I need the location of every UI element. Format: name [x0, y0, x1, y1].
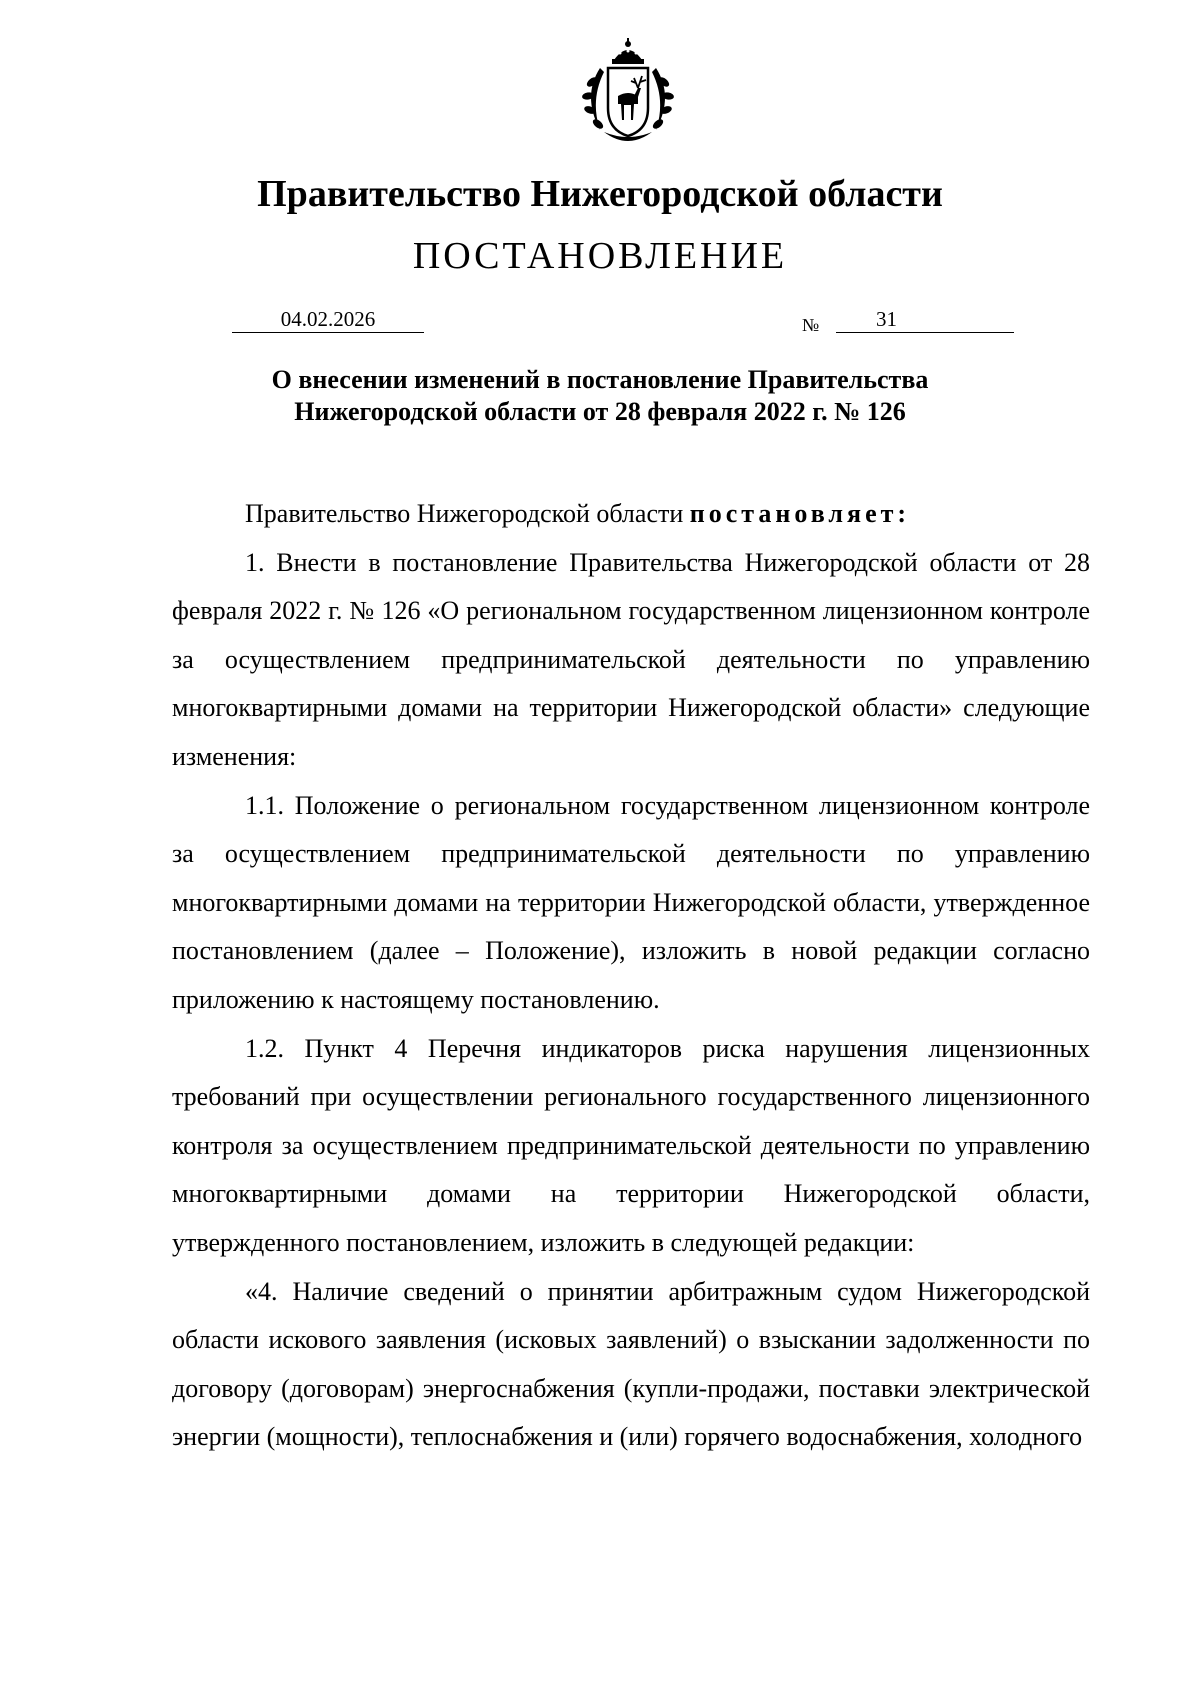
document-type: ПОСТАНОВЛЕНИЕ	[412, 235, 788, 277]
document-date: 04.02.2026	[232, 306, 424, 333]
paragraph-4: «4. Наличие сведений о принятии арбитражным судом Нижегородской области искового заявления (исковых заявлений) о взыскании задолженности по договору (договорам) энергоснабжения (купли-продажи, поставки электрической энергии (мощности), теплоснабжения и (или) горячего водоснабжения, холодного	[172, 1276, 1090, 1452]
coat-of-arms-emblem	[570, 38, 686, 152]
document-number: 31	[836, 306, 1014, 333]
number-label: №	[802, 315, 820, 335]
intro-emphasis: постановляет:	[689, 499, 911, 528]
intro-text: Правительство Нижегородской области	[245, 499, 690, 528]
paragraph-1-1: 1.1. Положение о региональном государственном лицензионном контроле за осуществлением предпринимательской деятельности по управлению многоквартирными домами на территории Нижегородской области, утвержденное постановлением (далее – Положение), изложить в новой редакции согласно приложению к настоящему постановлению.	[172, 790, 1090, 1014]
title-line-1: О внесении изменений в постановление Правительства	[271, 365, 929, 394]
crown-icon	[612, 38, 644, 64]
paragraph-1: 1. Внести в постановление Правительства Нижегородской области от 28 февраля 2022 г. № 126 «О региональном государственном лицензионном контроле за осуществлением предпринимательской деятельности по управлению многоквартирными домами на территории Нижегородской области» следующие изменения:	[172, 547, 1090, 771]
document-title	[160, 364, 1040, 428]
title-line-2: Нижегородской области от 28 февраля 2022 г. № 126	[294, 397, 906, 426]
organization-name: Правительство Нижегородской области	[257, 173, 943, 215]
document-body	[172, 490, 1090, 1462]
intro-paragraph	[172, 490, 1090, 539]
paragraph-1-2: 1.2. Пункт 4 Перечня индикаторов риска нарушения лицензионных требований при осуществлении регионального государственного лицензионного контроля за осуществлением предпринимательской деятельности по управлению многоквартирными домами на территории Нижегородской области, утвержденного постановлением, изложить в следующей редакции:	[172, 1033, 1090, 1257]
